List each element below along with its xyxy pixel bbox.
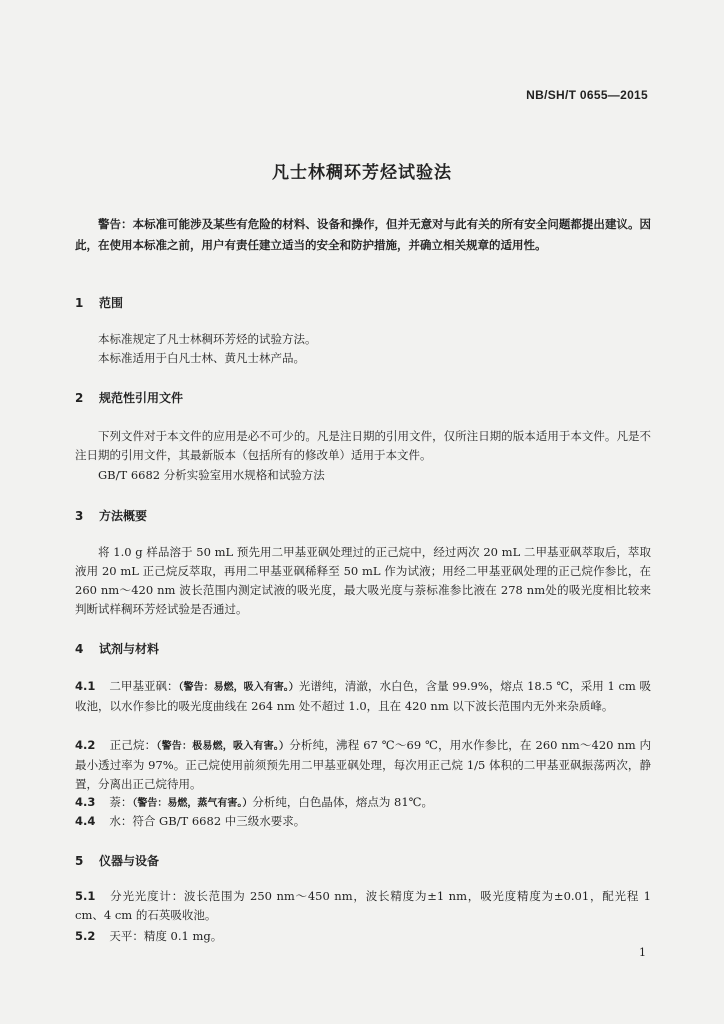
section-3-paragraph-1: 将 1.0 g 样品溶于 50 mL 预先用二甲基亚砜处理过的正己烷中，经过两次 20 mL 二甲基亚砜萃取后，萃取液用 20 mL 正己烷反萃取，再用二甲基亚砜稀释至 50 mL 作为试液；用经二甲基亚砜处理的正己烷作参比，在 260 nm～420 nm 波长范围内测定试液的吸光度，最大吸光度与萘标准参比液在 278 nm处的吸光度相比较来判断试样稠环芳烃试验是否通过。	[75, 545, 651, 616]
clause-name: 萘：	[109, 795, 133, 809]
clause-4-2	[75, 736, 651, 794]
clause-number: 5.1	[75, 889, 96, 903]
section-title: 规范性引用文件	[99, 391, 184, 405]
clause-number: 4.4	[75, 814, 96, 828]
section-2-paragraph-2: GB/T 6682 分析实验室用水规格和试验方法	[98, 468, 325, 482]
warning-text: 本标准可能涉及某些有危险的材料、设备和操作，但并无意对与此有关的所有安全问题都提出建议。因此，在使用本标准之前，用户有责任建立适当的安全和防护措施，并确立相关规章的适用性。	[75, 217, 652, 252]
section-4-heading	[75, 640, 159, 657]
standard-code: NB/SH/T 0655—2015	[526, 88, 648, 102]
clause-text: 符合 GB/T 6682 中三级水要求。	[132, 814, 306, 828]
warning-note: （警告：易燃，蒸气有害。）	[132, 798, 253, 809]
warning-note: （警告：易燃，吸入有害。）	[178, 682, 299, 693]
clause-text: 天平：精度 0.1 mg。	[109, 929, 223, 943]
clause-text: 分析纯，沸程 67 ℃～69 ℃，用水作参比，在 260 nm～420 nm 内最小透过率为 97%。正己烷使用前须预先用二甲基亚砜处理，每次用正己烷 1/5 体积的二甲基亚砜振荡两次，静置，分离出正己烷待用。	[75, 738, 652, 791]
section-2-heading	[75, 389, 183, 406]
document-title: 凡士林稠环芳烃试验法	[272, 163, 452, 183]
section-1-paragraph-2: 本标准适用于白凡士林、黄凡士林产品。	[98, 351, 305, 365]
section-number: 2	[75, 391, 84, 405]
section-2-paragraph-1: 下列文件对于本文件的应用是必不可少的。凡是注日期的引用文件，仅所注日期的版本适用于本文件。凡是不注日期的引用文件，其最新版本（包括所有的修改单）适用于本文件。	[75, 429, 651, 462]
clause-4-1	[75, 677, 651, 716]
section-1-heading	[75, 294, 123, 311]
clause-name: 二甲基亚砜：	[109, 679, 179, 693]
clause-number: 5.2	[75, 929, 96, 943]
clause-4-3	[75, 793, 651, 813]
section-number: 4	[75, 642, 84, 656]
clause-number: 4.2	[75, 738, 96, 752]
warning-paragraph	[75, 214, 651, 256]
clause-5-2	[75, 927, 651, 946]
section-title: 范围	[99, 296, 124, 310]
page-number: 1	[639, 946, 646, 959]
section-number: 5	[75, 854, 84, 868]
clause-text: 光谱纯，清澈，水白色，含量 99.9%，熔点 18.5 ℃，采用 1 cm 吸收池，以水作参比的吸光度曲线在 264 nm 处不超过 1.0，且在 420 nm 以下波长范围内无外来杂质峰。	[75, 679, 651, 713]
section-title: 试剂与材料	[99, 642, 160, 656]
section-1-paragraph-1: 本标准规定了凡士林稠环芳烃的试验方法。	[98, 332, 317, 346]
section-number: 1	[75, 296, 84, 310]
section-number: 3	[75, 509, 84, 523]
warning-note: （警告：极易燃，吸入有害。）	[156, 741, 290, 752]
clause-4-4	[75, 812, 651, 831]
clause-text: 分析纯，白色晶体，熔点为 81℃。	[252, 795, 434, 809]
section-3-heading	[75, 507, 147, 524]
clause-5-1	[75, 887, 651, 925]
section-title: 方法概要	[99, 509, 148, 523]
clause-text: 分光光度计：波长范围为 250 nm～450 nm，波长精度为±1 nm，吸光度精度为±0.01，配光程 1 cm、4 cm 的石英吸收池。	[75, 889, 651, 922]
clause-number: 4.3	[75, 795, 96, 809]
clause-number: 4.1	[75, 679, 96, 693]
section-5-heading	[75, 852, 159, 869]
clause-name: 水：	[109, 814, 133, 828]
warning-label: 警告：	[98, 217, 133, 231]
clause-name: 正己烷：	[109, 738, 157, 752]
section-title: 仪器与设备	[99, 854, 160, 868]
